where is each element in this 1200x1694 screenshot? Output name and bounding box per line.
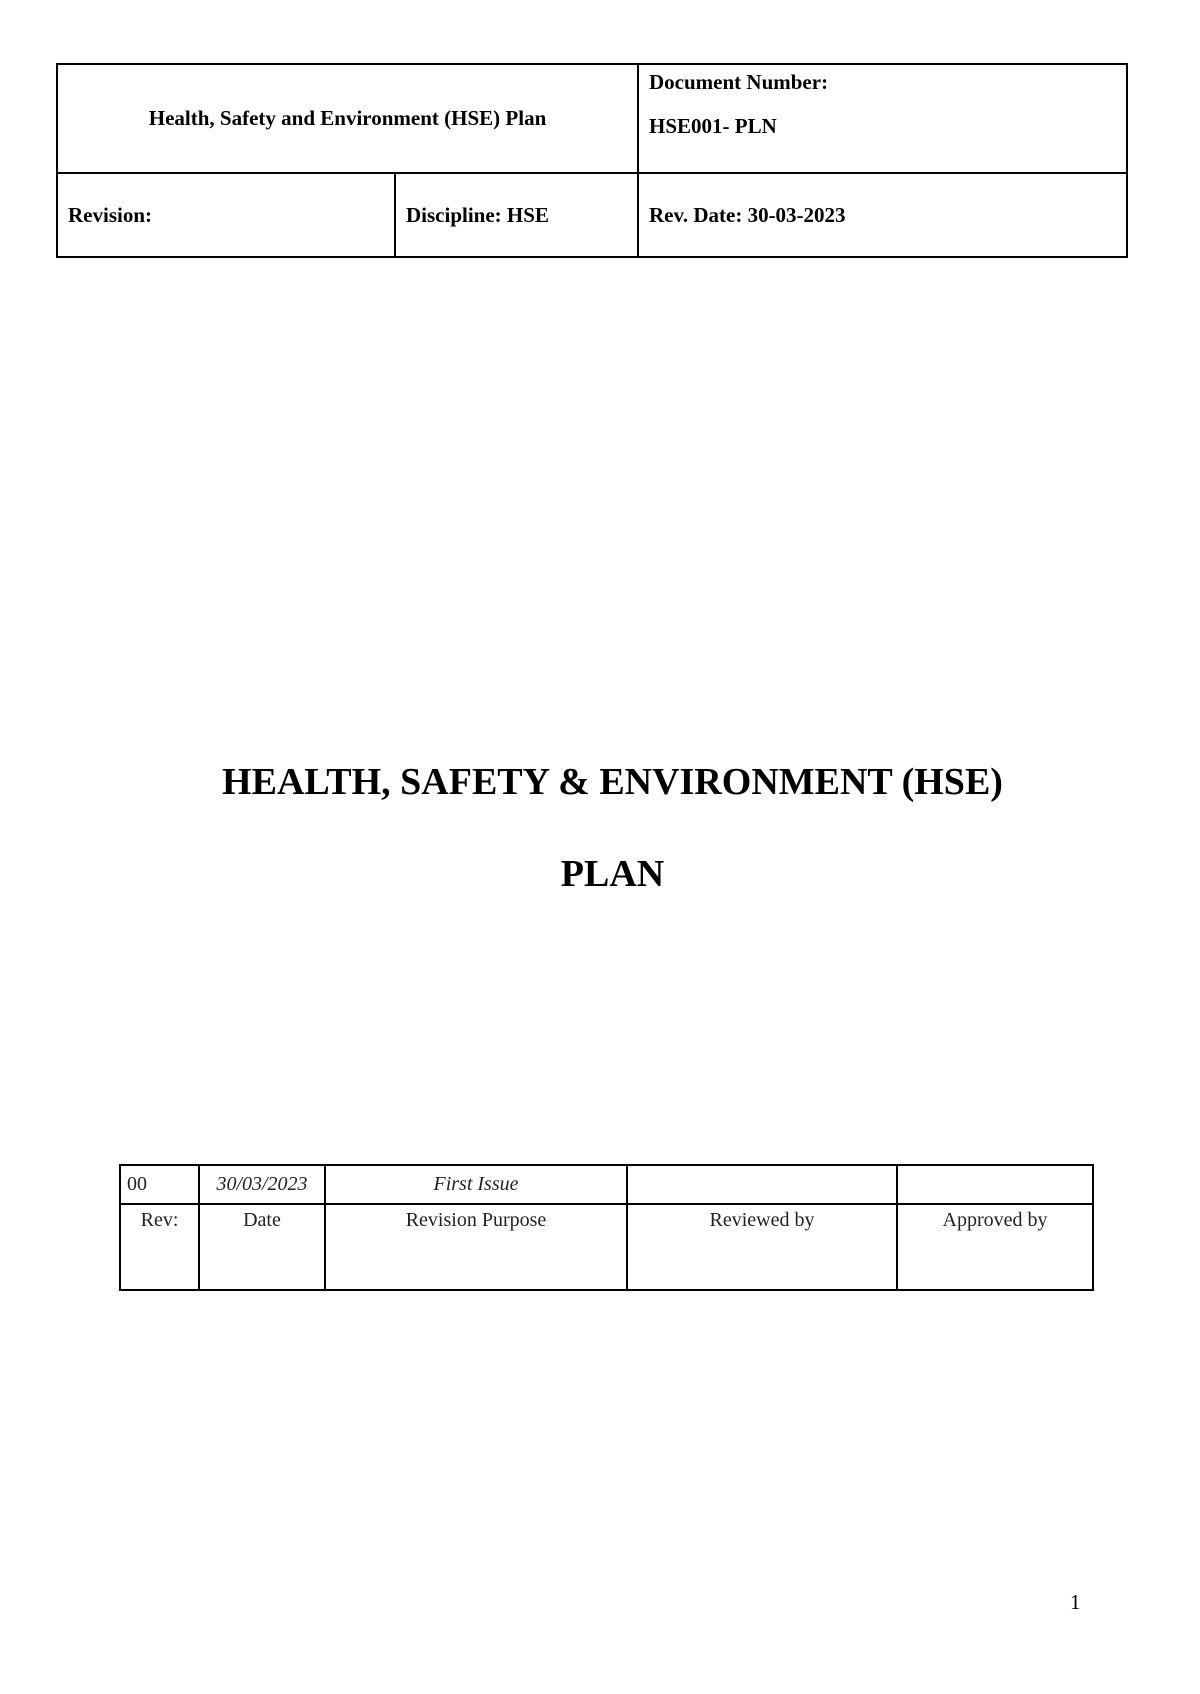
main-title-line1: HEALTH, SAFETY & ENVIRONMENT (HSE): [222, 761, 1003, 803]
approved-by-header-cell: Approved by: [897, 1204, 1093, 1290]
approved-by-value-cell: [897, 1165, 1093, 1204]
document-number-label: Document Number:: [649, 70, 829, 94]
rev-date-cell: Rev. Date: 30-03-2023: [638, 173, 1127, 257]
page-number: 1: [1070, 1590, 1081, 1614]
reviewed-by-value-cell: [627, 1165, 897, 1204]
document-number-cell: [638, 64, 1127, 173]
document-number-value: HSE001- PLN: [649, 114, 777, 138]
revision-history-table: [119, 1164, 1094, 1291]
document-title-cell: Health, Safety and Environment (HSE) Plan: [57, 64, 638, 173]
main-title-line2: PLAN: [560, 853, 665, 895]
date-value-cell: 30/03/2023: [199, 1165, 325, 1204]
revision-cell: Revision:: [57, 173, 395, 257]
date-header-cell: Date: [199, 1204, 325, 1290]
purpose-value-cell: First Issue: [325, 1165, 627, 1204]
table-header-row: [120, 1204, 1093, 1290]
document-header-table: [56, 63, 1128, 258]
table-row: [120, 1165, 1093, 1204]
purpose-header-cell: Revision Purpose: [325, 1204, 627, 1290]
rev-value-cell: 00: [120, 1165, 199, 1204]
reviewed-by-header-cell: Reviewed by: [627, 1204, 897, 1290]
rev-header-cell: Rev:: [120, 1204, 199, 1290]
discipline-cell: Discipline: HSE: [395, 173, 638, 257]
